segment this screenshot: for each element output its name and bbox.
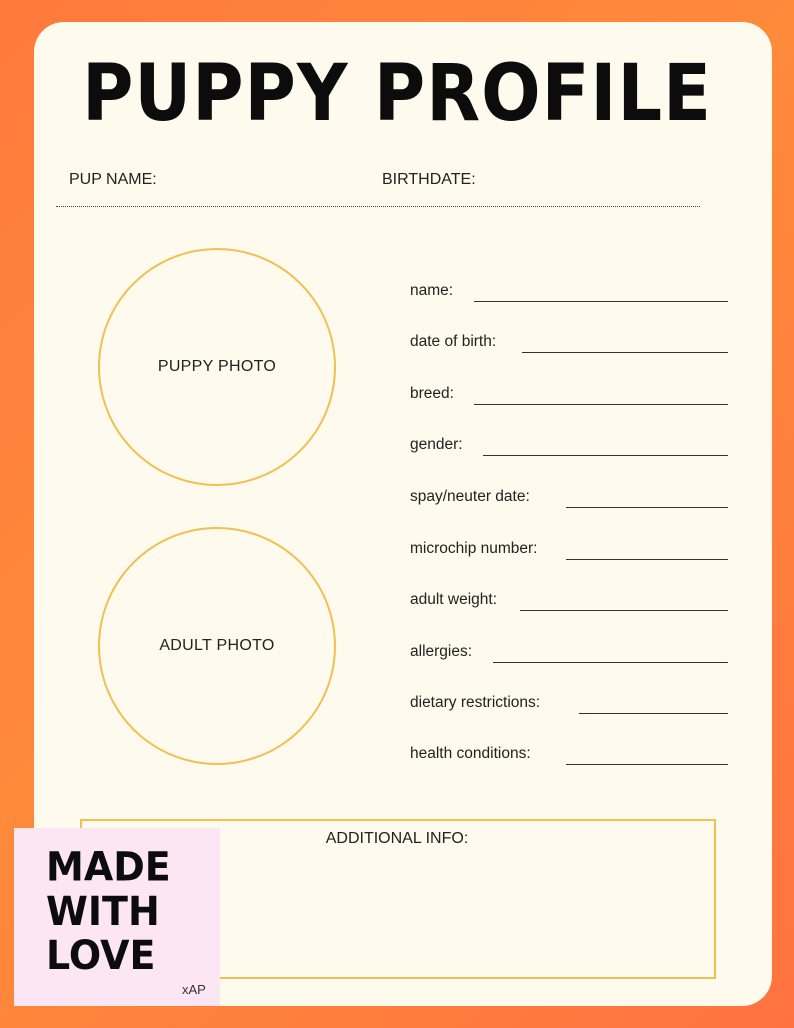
field-health-conditions — [410, 745, 728, 767]
field-name — [410, 282, 728, 304]
badge-line-1: MADE — [46, 843, 171, 891]
field-label: dietary restrictions: — [410, 694, 541, 711]
field-microchip-number — [410, 540, 728, 562]
field-line — [483, 455, 728, 456]
additional-info-label: ADDITIONAL INFO: — [325, 830, 469, 847]
field-label: date of birth: — [410, 333, 497, 350]
adult-photo-frame — [98, 527, 336, 765]
field-line — [474, 301, 728, 302]
field-line — [566, 764, 728, 765]
field-allergies — [410, 643, 728, 665]
header-divider — [56, 206, 700, 207]
field-label: gender: — [410, 436, 463, 453]
field-breed — [410, 385, 728, 407]
field-dietary-restrictions — [410, 694, 728, 716]
field-adult-weight — [410, 591, 728, 613]
adult-photo-label: ADULT PHOTO — [159, 637, 275, 654]
field-label: breed: — [410, 385, 454, 402]
field-label: microchip number: — [410, 540, 538, 557]
badge-line-3: LOVE — [46, 932, 156, 979]
field-line — [522, 352, 728, 353]
puppy-photo-frame — [98, 248, 336, 486]
badge-signature: xAP — [182, 982, 206, 997]
field-line — [566, 559, 728, 560]
badge-line-2: WITH — [46, 888, 160, 935]
pup-name-label: PUP NAME: — [69, 171, 157, 188]
field-label: health conditions: — [410, 745, 531, 762]
puppy-photo-label: PUPPY PHOTO — [157, 358, 277, 375]
field-line — [566, 507, 728, 508]
field-line — [493, 662, 728, 663]
field-label: name: — [410, 282, 454, 299]
field-line — [520, 610, 728, 611]
field-label: allergies: — [410, 643, 473, 660]
field-label: spay/neuter date: — [410, 488, 530, 505]
page-title: PUPPY PROFILE — [82, 47, 712, 139]
field-gender — [410, 436, 728, 458]
birthdate-label: BIRTHDATE: — [382, 171, 476, 188]
field-line — [579, 713, 728, 714]
badge-text — [46, 845, 186, 977]
field-date-of-birth — [410, 333, 728, 355]
field-spay-neuter-date — [410, 488, 728, 510]
field-label: adult weight: — [410, 591, 498, 608]
field-line — [474, 404, 728, 405]
